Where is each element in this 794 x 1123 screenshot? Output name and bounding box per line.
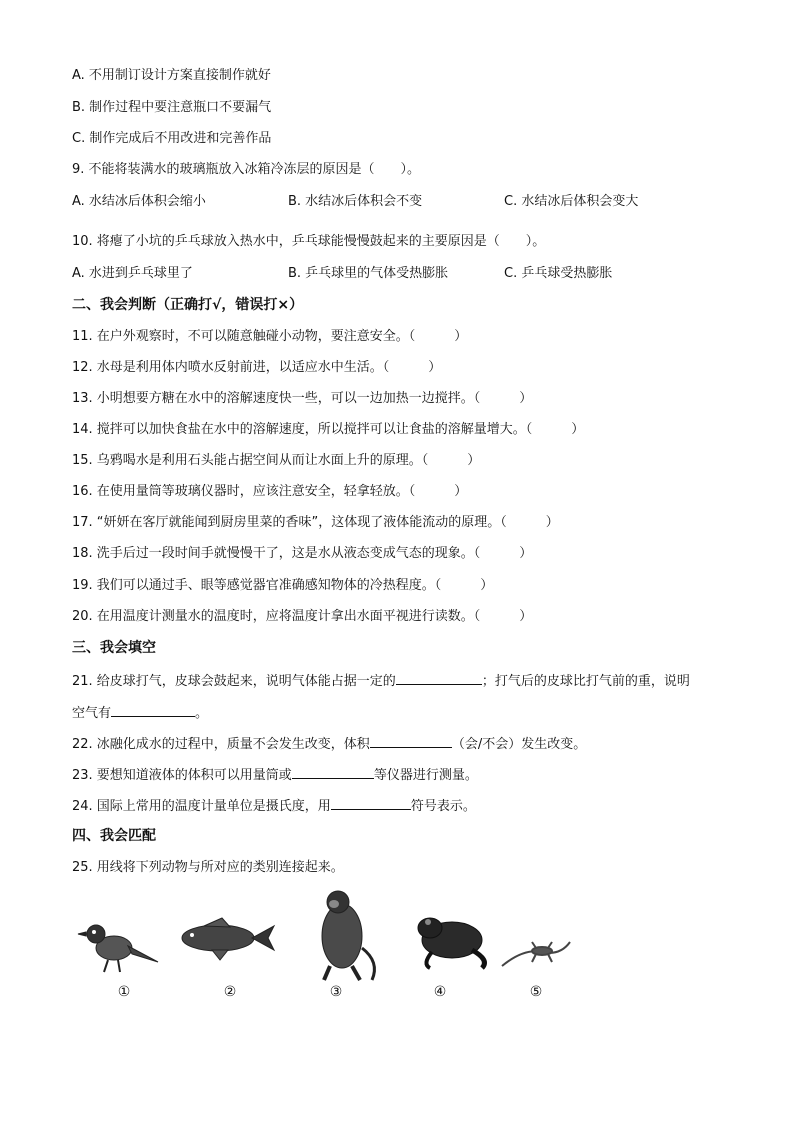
judge-item-19: 19. 我们可以通过手、眼等感觉器官准确感知物体的冷热程度。（ ） bbox=[72, 578, 494, 593]
fill-item-23 bbox=[72, 765, 478, 785]
fill-23-text-b: 等仪器进行测量。 bbox=[373, 768, 478, 783]
q9-option-a: A. 水结冰后体积会缩小 bbox=[72, 194, 206, 209]
fill-21-text-d: 。 bbox=[195, 706, 209, 721]
fill-23-blank[interactable] bbox=[292, 765, 374, 779]
q9-option-c: C. 水结冰后体积会变大 bbox=[504, 194, 639, 209]
match-item-25: 25. 用线将下列动物与所对应的类别连接起来。 bbox=[72, 860, 344, 875]
q10-option-b: B. 乒乓球里的气体受热膨胀 bbox=[288, 266, 449, 281]
animal-drawings bbox=[72, 888, 592, 988]
fill-24-text-b: 符号表示。 bbox=[410, 799, 476, 814]
fish-icon bbox=[182, 918, 274, 960]
fill-21-blank-1[interactable] bbox=[396, 671, 482, 685]
fill-item-24 bbox=[72, 796, 476, 816]
fill-24-blank[interactable] bbox=[331, 796, 411, 810]
frog-icon bbox=[418, 918, 484, 968]
animal-label-3: ③ bbox=[329, 984, 343, 1000]
judge-item-13: 13. 小明想要方糖在水中的溶解速度快一些，可以一边加热一边搅拌。（ ） bbox=[72, 391, 533, 406]
q8-option-a: A. 不用制订设计方案直接制作就好 bbox=[72, 68, 271, 83]
judge-item-11: 11. 在户外观察时，不可以随意触碰小动物，要注意安全。（ ） bbox=[72, 329, 468, 344]
judge-item-18: 18. 洗手后过一段时间手就慢慢干了，这是水从液态变成气态的现象。（ ） bbox=[72, 546, 533, 561]
animal-label-1: ① bbox=[117, 984, 131, 1000]
section-judge-heading: 二、我会判断（正确打√，错误打×） bbox=[72, 297, 304, 313]
judge-item-17: 17. “妍妍在客厅就能闻到厨房里菜的香味”，这体现了液体能流动的原理。（ ） bbox=[72, 515, 559, 530]
section-match-heading: 四、我会匹配 bbox=[72, 828, 156, 844]
q8-option-c: C. 制作完成后不用改进和完善作品 bbox=[72, 131, 272, 146]
judge-item-15: 15. 乌鸦喝水是利用石头能占据空间从而让水面上升的原理。（ ） bbox=[72, 453, 481, 468]
section-fill-heading: 三、我会填空 bbox=[72, 640, 156, 656]
fill-21-blank-2[interactable] bbox=[111, 703, 195, 717]
q8-option-b: B. 制作过程中要注意瓶口不要漏气 bbox=[72, 100, 272, 115]
fill-item-21-line2 bbox=[72, 703, 208, 723]
fill-21-text-b: ；打气后的皮球比打气前的重，说明 bbox=[481, 674, 690, 689]
animal-label-4: ④ bbox=[433, 984, 447, 1000]
fill-22-text-b: （会/不会）发生改变。 bbox=[451, 737, 587, 752]
judge-item-12: 12. 水母是利用体内喷水反射前进，以适应水中生活。（ ） bbox=[72, 360, 442, 375]
fill-21-text-c: 空气有 bbox=[72, 706, 112, 721]
animal-figure bbox=[72, 888, 592, 1008]
q9-option-b: B. 水结冰后体积会不变 bbox=[288, 194, 423, 209]
q10-option-c: C. 乒乓球受热膨胀 bbox=[504, 266, 613, 281]
animal-label-2: ② bbox=[223, 984, 237, 1000]
q10-stem: 10. 将瘪了小坑的乒乓球放入热水中，乒乓球能慢慢鼓起来的主要原因是（ ）。 bbox=[72, 234, 546, 249]
fill-22-text-a: 22. 冰融化成水的过程中，质量不会发生改变，体积 bbox=[72, 737, 370, 752]
fill-23-text-a: 23. 要想知道液体的体积可以用量筒或 bbox=[72, 768, 292, 783]
bird-icon bbox=[78, 925, 158, 972]
lizard-icon bbox=[502, 942, 570, 966]
monkey-icon bbox=[322, 891, 374, 980]
animal-label-5: ⑤ bbox=[529, 984, 543, 1000]
fill-22-blank[interactable] bbox=[370, 734, 452, 748]
q9-stem: 9. 不能将装满水的玻璃瓶放入冰箱冷冻层的原因是（ ）。 bbox=[72, 162, 421, 177]
fill-item-22 bbox=[72, 734, 586, 754]
judge-item-16: 16. 在使用量筒等玻璃仪器时，应该注意安全，轻拿轻放。（ ） bbox=[72, 484, 468, 499]
q10-option-a: A. 水进到乒乓球里了 bbox=[72, 266, 193, 281]
judge-item-20: 20. 在用温度计测量水的温度时，应将温度计拿出水面平视进行读数。（ ） bbox=[72, 609, 533, 624]
fill-item-21-line1 bbox=[72, 671, 690, 691]
fill-21-text-a: 21. 给皮球打气，皮球会鼓起来，说明气体能占据一定的 bbox=[72, 674, 396, 689]
fill-24-text-a: 24. 国际上常用的温度计量单位是摄氏度，用 bbox=[72, 799, 331, 814]
judge-item-14: 14. 搅拌可以加快食盐在水中的溶解速度，所以搅拌可以让食盐的溶解量增大。（ ） bbox=[72, 422, 585, 437]
